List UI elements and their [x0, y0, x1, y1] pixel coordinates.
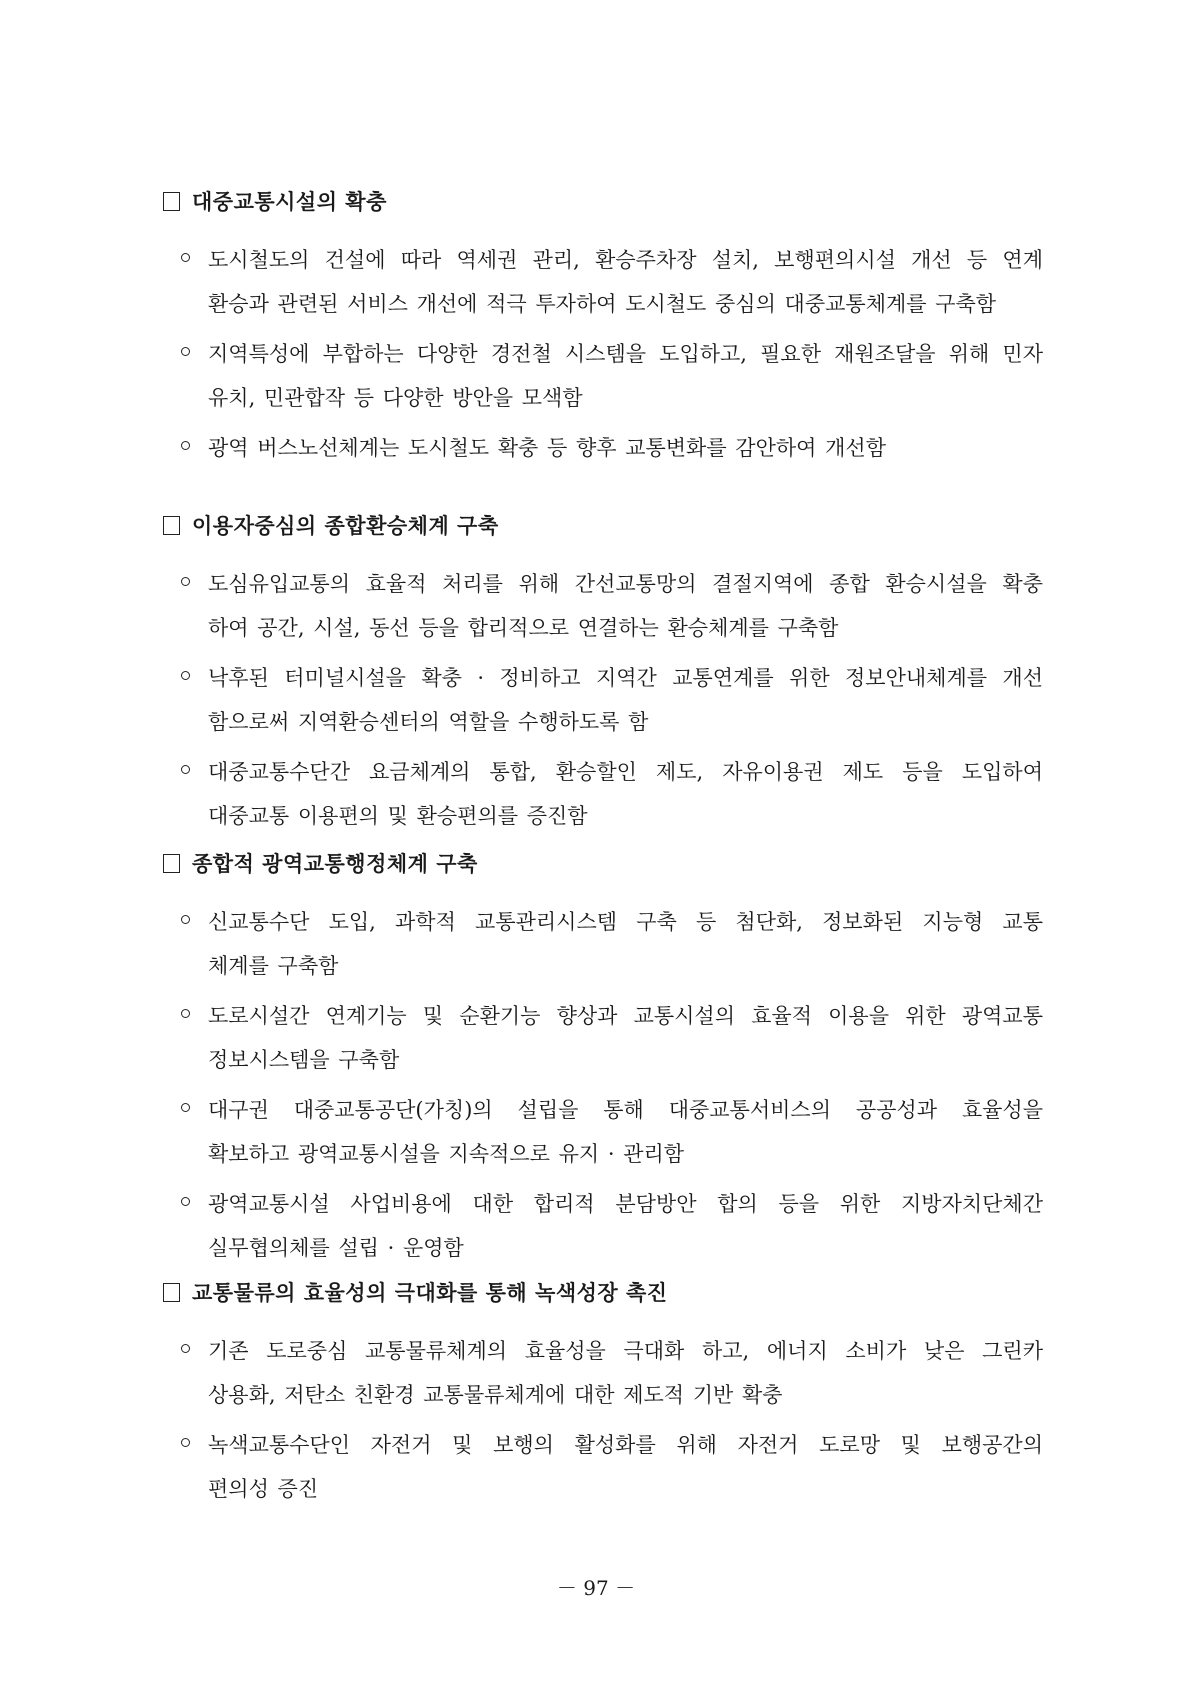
- section-regional-transport-administration: [163, 848, 1043, 1270]
- section-heading-text: 대중교통시설의 확충: [192, 190, 387, 214]
- circle-bullet-icon: [181, 1438, 190, 1447]
- circle-bullet-icon: [181, 1009, 190, 1018]
- section-public-transit-expansion: [163, 186, 1043, 470]
- item-line: 낙후된 터미널시설을 확충 · 정비하고 지역간 교통연계를 위한 정보안내체계를 개선: [208, 666, 1043, 690]
- item-line: 정보시스템을 구축함: [208, 1048, 400, 1072]
- list-item: [163, 1329, 1043, 1417]
- item-line: 신교통수단 도입, 과학적 교통관리시스템 구축 등 첨단화, 정보화된 지능형 교통: [208, 910, 1043, 934]
- section-heading: [163, 848, 1043, 878]
- item-line: 도시철도의 건설에 따라 역세권 관리, 환승주차장 설치, 보행편의시설 개선 등 연계: [208, 248, 1043, 272]
- circle-bullet-icon: [181, 253, 190, 262]
- item-line: 도심유입교통의 효율적 처리를 위해 간선교통망의 결절지역에 종합 환승시설을 확충: [208, 572, 1043, 596]
- list-item: [163, 426, 1043, 470]
- section-integrated-transfer-system: [163, 510, 1043, 838]
- square-bullet-icon: [163, 854, 180, 873]
- circle-bullet-icon: [181, 1344, 190, 1353]
- circle-bullet-icon: [181, 915, 190, 924]
- section-heading: [163, 1277, 1043, 1307]
- item-line: 실무협의체를 설립 · 운영함: [208, 1236, 464, 1260]
- item-line: 하여 공간, 시설, 동선 등을 합리적으로 연결하는 환승체계를 구축함: [208, 616, 839, 640]
- item-line: 상용화, 저탄소 친환경 교통물류체계에 대한 제도적 기반 확충: [208, 1383, 783, 1407]
- item-line: 광역교통시설 사업비용에 대한 합리적 분담방안 합의 등을 위한 지방자치단체간: [208, 1192, 1043, 1216]
- item-line: 유치, 민관합작 등 다양한 방안을 모색함: [208, 386, 583, 410]
- item-line: 대중교통 이용편의 및 환승편의를 증진함: [208, 804, 588, 828]
- item-line: 편의성 증진: [208, 1477, 319, 1501]
- section-heading-text: 종합적 광역교통행정체계 구축: [192, 852, 478, 876]
- section-heading: [163, 510, 1043, 540]
- item-line: 함으로써 지역환승센터의 역할을 수행하도록 함: [208, 710, 649, 734]
- circle-bullet-icon: [181, 1103, 190, 1112]
- section-green-growth-logistics: [163, 1277, 1043, 1511]
- circle-bullet-icon: [181, 1197, 190, 1206]
- list-item: [163, 332, 1043, 420]
- circle-bullet-icon: [181, 441, 190, 450]
- list-item: [163, 1088, 1043, 1176]
- item-line: 광역 버스노선체계는 도시철도 확충 등 향후 교통변화를 감안하여 개선함: [208, 436, 886, 460]
- list-item: [163, 1423, 1043, 1511]
- square-bullet-icon: [163, 192, 180, 211]
- section-heading-text: 이용자중심의 종합환승체계 구축: [192, 514, 499, 538]
- list-item: [163, 994, 1043, 1082]
- list-item: [163, 238, 1043, 326]
- section-heading-text: 교통물류의 효율성의 극대화를 통해 녹색성장 촉진: [192, 1281, 668, 1305]
- item-line: 확보하고 광역교통시설을 지속적으로 유지 · 관리함: [208, 1142, 685, 1166]
- list-item: [163, 1182, 1043, 1270]
- section-heading: [163, 186, 1043, 216]
- square-bullet-icon: [163, 516, 180, 535]
- item-line: 기존 도로중심 교통물류체계의 효율성을 극대화 하고, 에너지 소비가 낮은 그린카: [208, 1339, 1043, 1363]
- circle-bullet-icon: [181, 347, 190, 356]
- item-line: 지역특성에 부합하는 다양한 경전철 시스템을 도입하고, 필요한 재원조달을 위해 민자: [208, 342, 1043, 366]
- circle-bullet-icon: [181, 765, 190, 774]
- square-bullet-icon: [163, 1283, 180, 1302]
- list-item: [163, 750, 1043, 838]
- item-line: 대구권 대중교통공단(가칭)의 설립을 통해 대중교통서비스의 공공성과 효율성을: [208, 1098, 1043, 1122]
- item-line: 환승과 관련된 서비스 개선에 적극 투자하여 도시철도 중심의 대중교통체계를 구축함: [208, 292, 997, 316]
- list-item: [163, 656, 1043, 744]
- item-line: 대중교통수단간 요금체계의 통합, 환승할인 제도, 자유이용권 제도 등을 도입하여: [208, 760, 1043, 784]
- circle-bullet-icon: [181, 671, 190, 680]
- item-line: 체계를 구축함: [208, 954, 339, 978]
- list-item: [163, 900, 1043, 988]
- item-line: 도로시설간 연계기능 및 순환기능 향상과 교통시설의 효율적 이용을 위한 광역교통: [208, 1004, 1043, 1028]
- item-line: 녹색교통수단인 자전거 및 보행의 활성화를 위해 자전거 도로망 및 보행공간의: [208, 1433, 1043, 1457]
- list-item: [163, 562, 1043, 650]
- page-number: － 97 －: [556, 1576, 636, 1600]
- circle-bullet-icon: [181, 577, 190, 586]
